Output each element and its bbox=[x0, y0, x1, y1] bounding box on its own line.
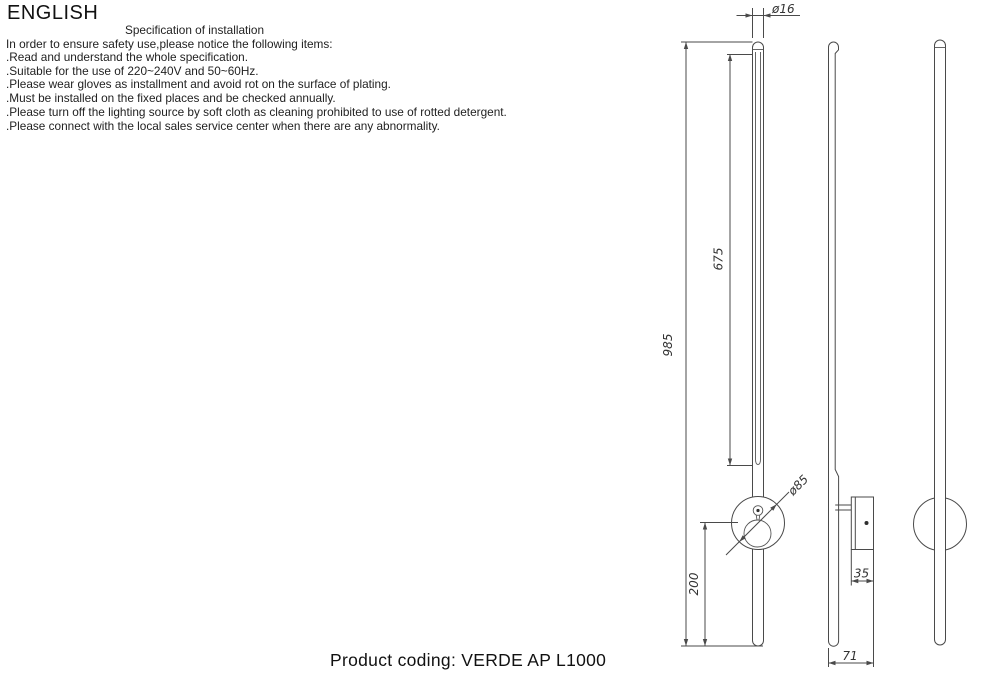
lamp-tube-front bbox=[753, 42, 764, 646]
lamp-tube-side bbox=[829, 42, 839, 646]
product-coding: Product coding: VERDE AP L1000 bbox=[330, 650, 607, 670]
safety-item: .Please turn off the lighting source by soft cloth as cleaning prohibited to use of rotted detergent. bbox=[6, 104, 507, 119]
dim-wall-offset-group bbox=[829, 648, 874, 667]
dim-led-length: 675 bbox=[711, 247, 726, 271]
bracket-screw-dot bbox=[865, 521, 869, 525]
safety-item: .Please wear gloves as installment and avoid rot on the surface of plating. bbox=[6, 77, 391, 92]
safety-item: .Please connect with the local sales service center when there are any abnormality. bbox=[6, 118, 440, 133]
safety-item: .Read and understand the whole specification. bbox=[6, 50, 248, 64]
dim-mount-height: 200 bbox=[687, 572, 701, 596]
dim-wall-offset: 71 bbox=[842, 649, 858, 663]
safety-item: .Suitable for the use of 220~240V and 50~60Hz. bbox=[6, 63, 259, 78]
dim-tube-diameter-group bbox=[737, 2, 801, 38]
rear-view-drawing bbox=[914, 40, 967, 645]
screw-center-dot bbox=[756, 509, 759, 512]
dim-led-length-group bbox=[712, 54, 753, 466]
dim-tube-diameter: ø16 bbox=[772, 2, 795, 16]
intro-line: In order to ensure safety use,please notice the following items: bbox=[6, 37, 333, 51]
wall-bracket bbox=[851, 497, 873, 550]
dim-total-height: 985 bbox=[661, 333, 675, 357]
front-view-drawing bbox=[661, 2, 811, 646]
safety-item: .Must be installed on the fixed places and be checked annually. bbox=[6, 91, 336, 106]
dim-mount-height-group bbox=[687, 523, 738, 647]
dim-total-height-group bbox=[661, 42, 763, 646]
dim-canopy-diameter: ø85 bbox=[785, 472, 812, 499]
spec-title: Specification of installation bbox=[125, 23, 265, 37]
language-heading: ENGLISH bbox=[7, 2, 99, 24]
lamp-tube-rear bbox=[935, 40, 946, 645]
side-view-drawing bbox=[829, 42, 874, 667]
dim-canopy-depth: 35 bbox=[853, 566, 870, 581]
